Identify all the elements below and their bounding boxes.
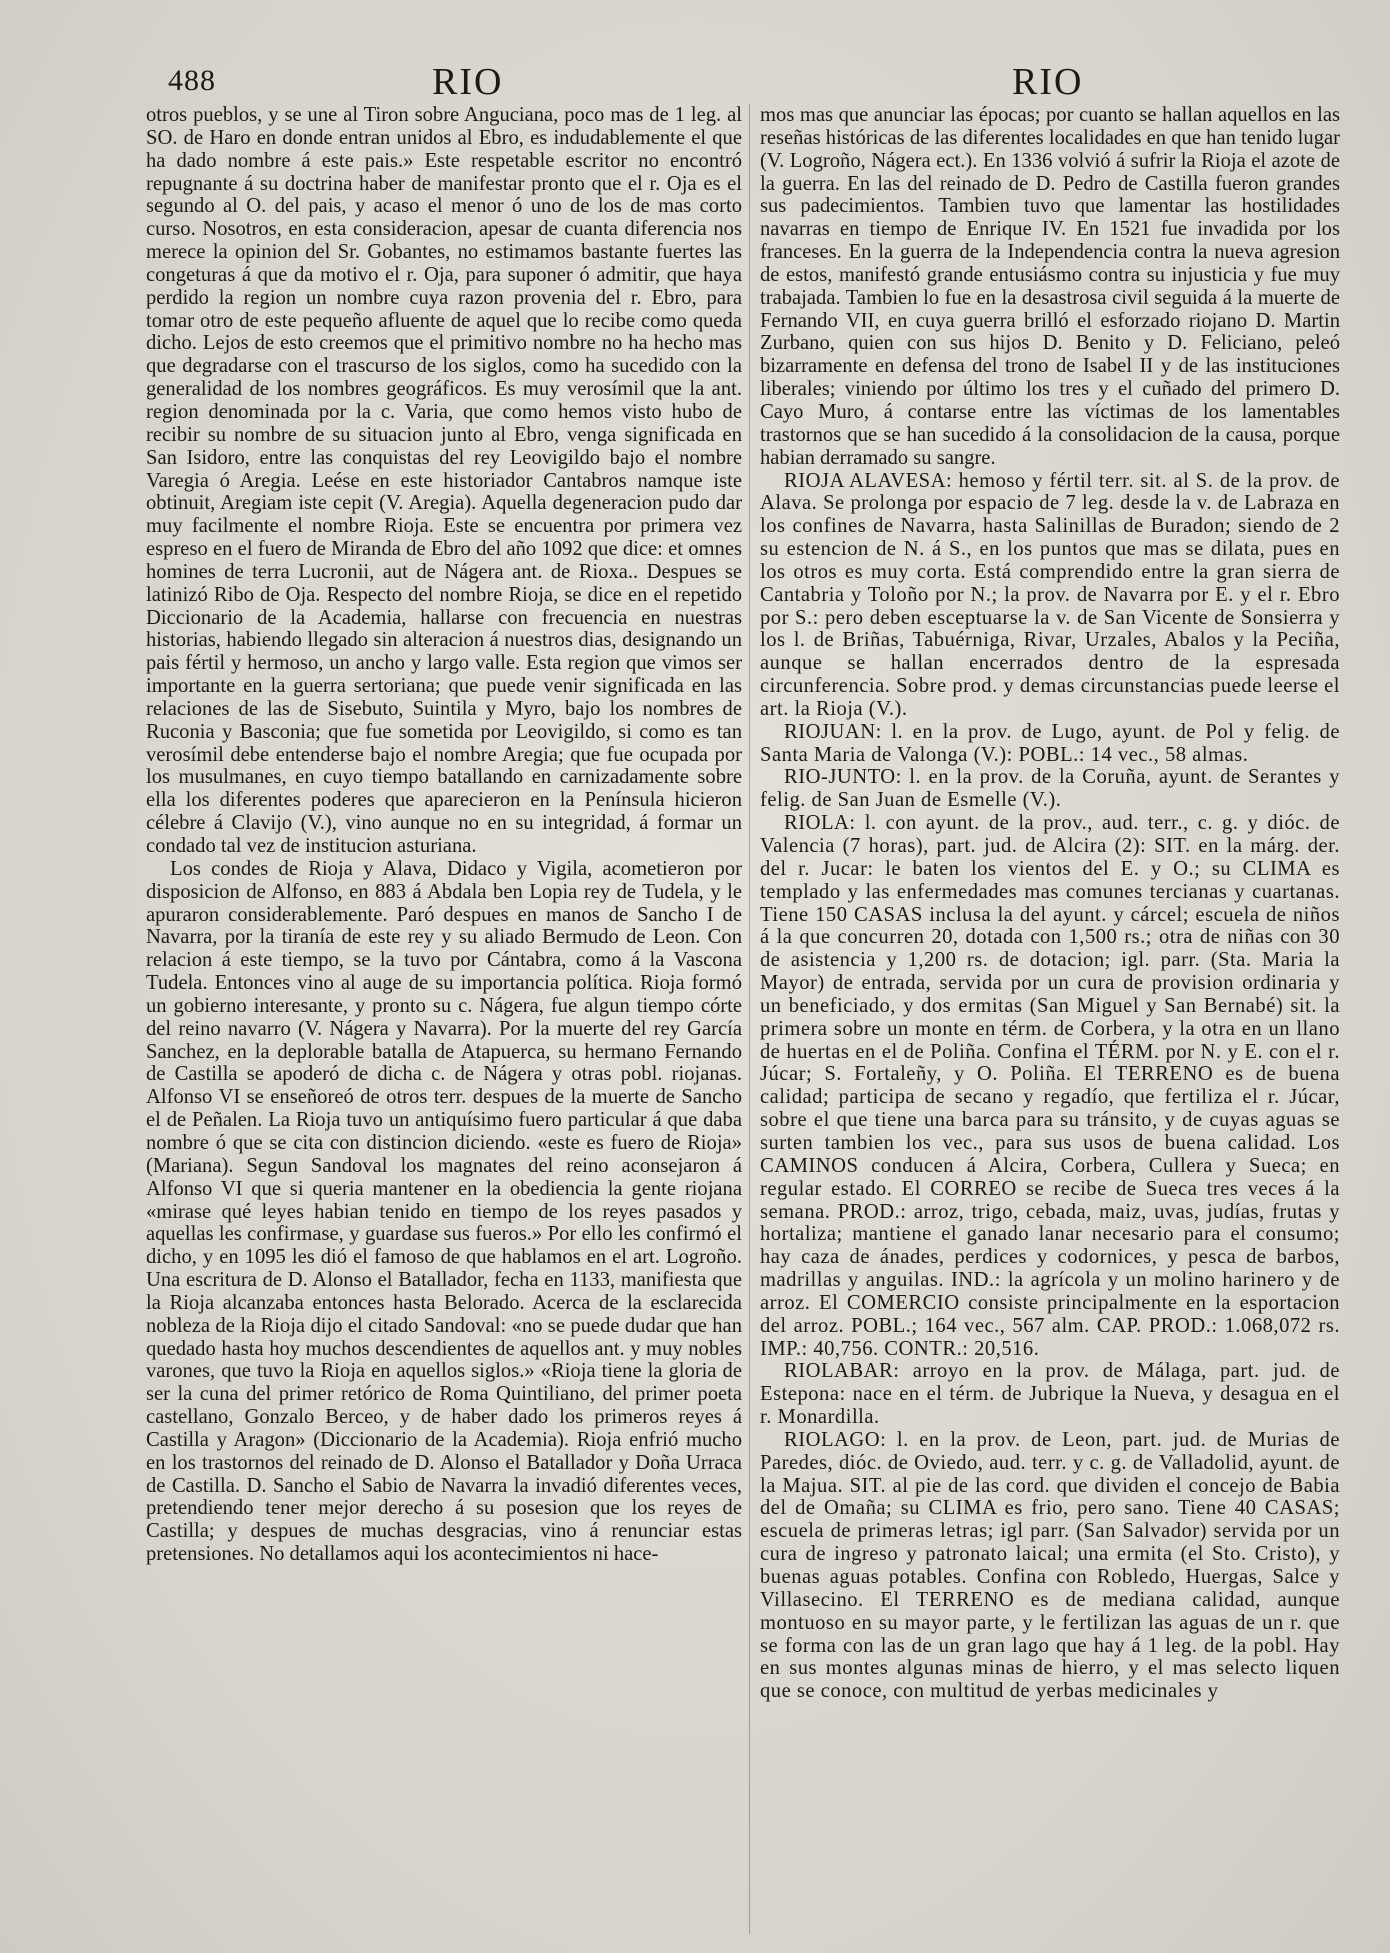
paragraph: mos mas que anunciar las épocas; por cuanto se hallan aquellos en las reseñas históricas de las diferentes localidades en que han tenido lugar (V. Logroño, Nágera ect.). En 1336 volvió á sufrir la Rioja el azote de la guerra. En las del reinado de D. Pedro de Castilla fueron grandes sus padecimientos. Tambien tuvo que lamentar las hostilidades navarras en tiempo de Enrique IV. En 1521 fue invadida por los franceses. En la guerra de la Independencia contra la nueva agresion de estos, manifestó grande entusiásmo contra su injusticia y fue muy trabajada. Tambien lo fue en la desastrosa civil seguida á la muerte de Fernando VII, en cuya guerra brilló el esforzado riojano D. Martin Zurbano, quien con sus hijos D. Benito y D. Feliciano, peleó bizarramente en defensa del trono de Isabel II y de las instituciones liberales; viniendo por último los tres y el cuñado del primero D. Cayo Muro, á contarse entre las víctimas de los lamentables trastornos que se han sucedido á la consolidacion de la causa, porque habian derramado su sangre.: [760, 104, 1340, 469]
entry-riola: RIOLA: l. con ayunt. de la prov., aud. terr., c. g. y dióc. de Valencia (7 horas), part. jud. de Alcira (2): SIT. en la márg. der. del r. Jucar: le baten los vientos del E. y O.; su CLIMA es templado y las enfermedades mas comunes tercianas y cuartanas. Tiene 150 CASAS inclusa la del ayunt. y cárcel; escuela de niños á la que concurren 20, dotada con 1,500 rs.; otra de niñas con 30 de asistencia y 1,200 rs. de dotacion; igl. parr. (Sta. Maria la Mayor) de entrada, servida por un cura de provision ordinaria y un beneficiado, y dos ermitas (San Miguel y San Bernabé) sit. la primera sobre un monte en térm. de Corbera, y la otra en un llano de huertas en el de Poliña. Confina el TÉRM. por N. y E. con el r. Júcar; S. Fortaleñy, y O. Poliña. El TERRENO es de buena calidad; participa de secano y regadío, que fertiliza el r. Júcar, sobre el que tiene una barca para su tránsito, y de cuyas aguas se surten tambien los vec., para sus usos de buena calidad. Los CAMINOS conducen á Alcira, Corbera, Cullera y Sueca; en regular estado. El CORREO se recibe de Sueca tres veces á la semana. PROD.: arroz, trigo, cebada, maiz, uvas, judías, frutas y hortaliza; mantiene el ganado lanar necesario para el consumo; hay caza de ánades, perdices y codornices, y pesca de barbos, madrillas y anguilas. IND.: la agrícola y un molino harinero y de arroz. El COMERCIO consiste principalmente en la esportacion del arroz. POBL.; 164 vec., 567 alm. CAP. PROD.: 1.068,072 rs. IMP.: 40,756. CONTR.: 20,516.: [760, 812, 1340, 1360]
entry-rioja-alavesa: RIOJA ALAVESA: hemoso y fértil terr. sit. al S. de la prov. de Alava. Se prolonga por espacio de 7 leg. desde la v. de Labraza en los confines de Navarra, hasta Salinillas de Buradon; siendo de 2 su estencion de N. á S., en los puntos que mas se dilata, pues en los otros es muy corta. Está comprendido entre la gran sierra de Cantabria y Toloño por N.; la prov. de Navarra por E. y el r. Ebro por S.: pero deben esceptuarse la v. de San Vicente de Sonsierra y los l. de Briñas, Tabuérniga, Rivar, Urzales, Abalos y la Peciña, aunque se hallan encerrados dentro de la espresada circunferencia. Sobre prod. y demas circunstancias puede leerse el art. la Rioja (V.).: [760, 469, 1340, 720]
running-head: [0, 58, 1390, 108]
column-divider: [749, 104, 750, 1934]
paragraph: Los condes de Rioja y Alava, Didaco y Vigila, acometieron por disposicion de Alfonso, en 883 á Abdala ben Lopia rey de Tudela, y le apuraron considerablemente. Paró despues en manos de Sancho I de Navarra, por la tiranía de este rey y su aliado Bermudo de Leon. Con relacion á este tiempo, se la tuvo por Cántabra, como á la Vascona Tudela. Entonces vino al auge de su importancia política. Rioja formó un gobierno interesante, y pronto su c. Nágera, fue algun tiempo córte del reino navarro (V. Nágera y Navarra). Por la muerte del rey García Sanchez, en la deplorable batalla de Atapuerca, su hermano Fernando de Castilla se apoderó de dicha c. de Nágera y otras pobl. riojanas. Alfonso VI se enseñoreó de otros terr. despues de la muerte de Sancho el de Peñalen. La Rioja tuvo un antiquísimo fuero particular á que daba nombre ó que se cita con distincion diciendo. «este es fuero de Rioja» (Mariana). Segun Sandoval los magnates del reino aconsejaron á Alfonso VI que si queria mantener en la obediencia la gente riojana «mirase qué leyes habian tenido en tiempo de los reyes pasados y aquellas les confirmase, y guardase sus fueros.» Por ello les confirmó el dicho, y en 1095 les dió el famoso de que hablamos en el art. Logroño. Una escritura de D. Alonso el Batallador, fecha en 1133, manifiesta que la Rioja alcanzaba entonces hasta Belorado. Acerca de la esclarecida nobleza de la Rioja dijo el citado Sandoval: «no se puede dudar que han quedado hasta hoy muchos descendientes de aquellos ant. y muy nobles varones, que tuvo la Rioja en aquellos siglos.» «Rioja tiene la gloria de ser la cuna del primer retórico de Roma Quintiliano, del primer poeta castellano, Gonzalo Berceo, y de haber dado los primeros reyes á Castilla y Aragon» (Diccionario de la Academia). Rioja enfrió mucho en los trastornos del reinado de D. Alonso el Batallador y Doña Urraca de Castilla. D. Sancho el Sabio de Navarra la invadió diferentes veces, pretendiendo tener mejor derecho á su posesion que los reyes de Castilla; y despues de muchas desgracias, vino á renunciar estas pretensiones. No detallamos aqui los acontecimientos ni hace-: [146, 857, 742, 1566]
left-running-title: RIO: [432, 61, 504, 103]
entry-riolago: RIOLAGO: l. en la prov. de Leon, part. jud. de Murias de Paredes, dióc. de Oviedo, aud. terr. y c. g. de Valladolid, ayunt. de la Majua. SIT. al pie de las cord. que dividen el concejo de Babia del de Omaña; su CLIMA es frio, pero sano. Tiene 40 CASAS; escuela de primeras letras; igl parr. (San Salvador) servida por un cura de ingreso y patronato laical; una ermita (el Sto. Cristo), y buenas aguas potables. Confina con Robledo, Huergas, Salce y Villasecino. El TERRENO es de mediana calidad, aunque montuoso en su mayor parte, y le fertilizan las aguas de un r. que se forma con las de un gran lago que hay á 1 leg. de la pobl. Hay en sus montes algunas minas de hierro, y el mas selecto liquen que se conoce, con multitud de yerbas medicinales y: [760, 1428, 1340, 1703]
paragraph: otros pueblos, y se une al Tiron sobre Anguciana, poco mas de 1 leg. al SO. de Haro en donde entran unidos al Ebro, es indudablemente el que ha dado nombre á este pais.» Este respetable escritor no encontró repugnante á su doctrina haber de manifestar pronto que el r. Oja es el segundo al O. del pais, y acaso el menor ó uno de los de mas corto curso. Nosotros, en esta consideracion, apesar de cuanta diferencia nos merece la opinion del Sr. Gobantes, no estimamos bastante fuertes las congeturas á que da motivo el r. Oja, para suponer ó admitir, que haya perdido la region un nombre cuya razon provenia del r. Ebro, para tomar otro de este pequeño afluente de aquel que lo recibe como queda dicho. Lejos de esto creemos que el primitivo nombre no ha hecho mas que degradarse con el trascurso de los siglos, como ha sucedido con la generalidad de los nombres geográficos. Es muy verosímil que la ant. region denominada por la c. Varia, que como hemos visto hubo de recibir su nombre de su situacion junto al Ebro, venga significada en San Isidoro, entre las conquistas del rey Leovigildo bajo el nombre Varegia ó Aregia. Leése en este historiador Cantabros namque iste obtinuit, Aregiam iste cepit (V. Aregia). Aquella degeneracion pudo dar muy facilmente el nombre Rioja. Este se encuentra por primera vez espreso en el fuero de Miranda de Ebro del año 1092 que dice: et omnes homines de terra Lucronii, aut de Nágera ant. de Rioxa.. Despues se latinizó Ribo de Oja. Respecto del nombre Rioja, se dice en el repetido Diccionario de la Academia, hallarse con frecuencia en nuestras historias, habiendo llegado sin alteracion á nuestros dias, designando un pais fértil y hermoso, un ancho y largo valle. Esta region que vimos ser importante en la guerra sertoriana; que puede venir significada en las relaciones de las de Sisebuto, Suintila y Myro, bajo los nombres de Ruconia y Basconia; que fue sometida por Leovigildo, si como es tan verosímil debe entenderse bajo el nombre Aregia; que fue ocupada por los musulmanes, en cuyo tiempo batallando en carnizadamente sobre ella los diferentes poderes que aparecieron en la Península hicieron célebre á Clavijo (V.), vino aunque no en su integridad, á formar un condado tal vez de institucion asturiana.: [146, 104, 742, 857]
entry-rio-junto: RIO-JUNTO: l. en la prov. de la Coruña, ayunt. de Serantes y felig. de San Juan de Esmelle (V.).: [760, 766, 1340, 812]
entry-riolabar: RIOLABAR: arroyo en la prov. de Málaga, part. jud. de Estepona: nace en el térm. de Jubrique la Nueva, y desagua en el r. Monardilla.: [760, 1360, 1340, 1429]
right-running-title: RIO: [1012, 61, 1084, 103]
page-number: 488: [168, 64, 216, 97]
entry-riojuan: RIOJUAN: l. en la prov. de Lugo, ayunt. de Pol y felig. de Santa Maria de Valonga (V.): POBL.: 14 vec., 58 almas.: [760, 720, 1340, 766]
right-column: [760, 104, 1340, 1934]
left-column: [146, 104, 742, 1934]
